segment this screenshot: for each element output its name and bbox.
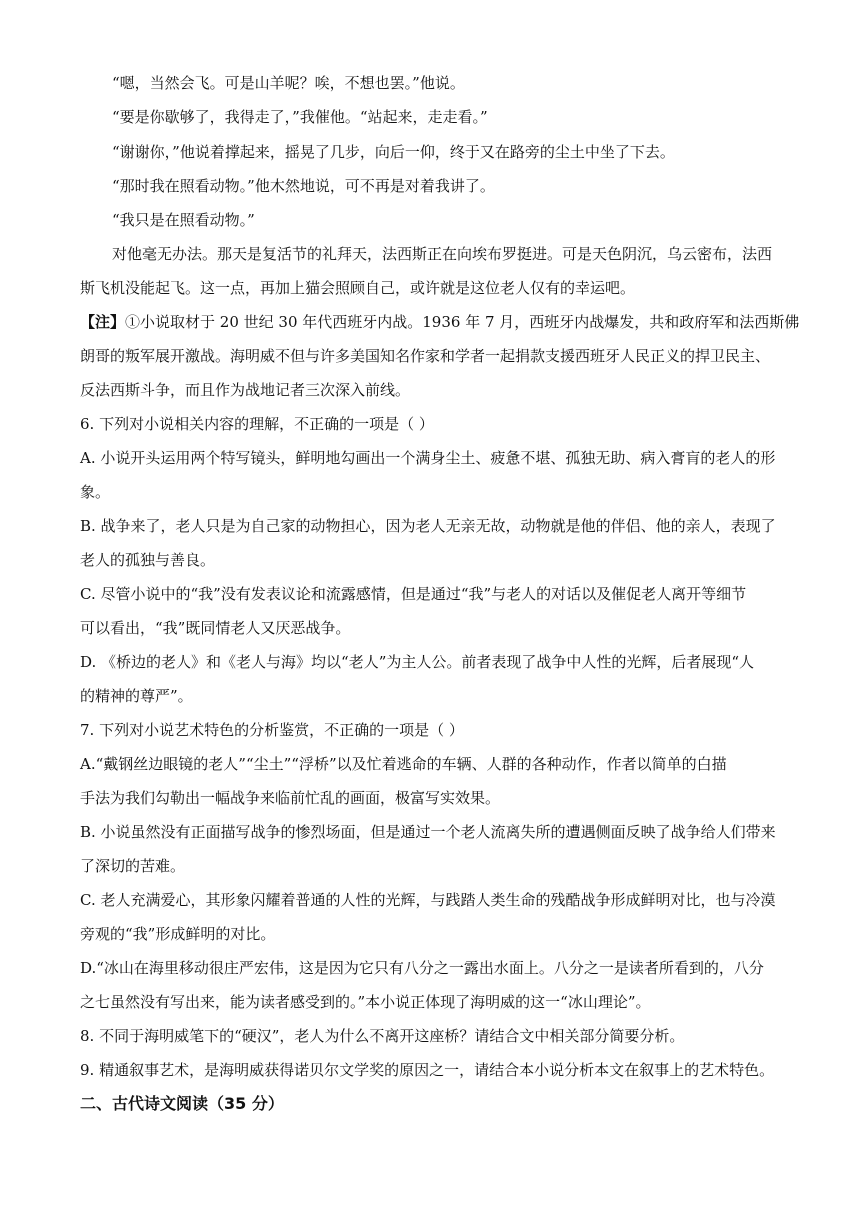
story-line: 对他毫无办法。那天是复活节的礼拜天，法西斯正在向埃布罗挺进。可是天色阴沉，乌云密布，法西 <box>112 245 773 263</box>
question-8: 8. 不同于海明威笔下的“硬汉”，老人为什么不离开这座桥？请结合文中相关部分简要分析。 <box>80 1027 685 1045</box>
q6-option-c: C. 尽管小说中的“我”没有发表议论和流露感情，但是通过“我”与老人的对话以及催促老人离开等细节 <box>80 585 747 603</box>
q7-option-d-cont: 之七虽然没有写出来，能为读者感受到的。”本小说正体现了海明威的这一“冰山理论”。 <box>80 993 651 1011</box>
story-line: “嗯，当然会飞。可是山羊呢？唉，不想也罢。”他说。 <box>112 74 465 92</box>
question-9: 9. 精通叙事艺术，是海明威获得诺贝尔文学奖的原因之一，请结合本小说分析本文在叙事上的艺术特色。 <box>80 1061 775 1079</box>
story-line: “那时我在照看动物。”他木然地说，可不再是对着我讲了。 <box>112 177 495 195</box>
q7-option-c: C. 老人充满爱心，其形象闪耀着普通的人性的光辉，与践踏人类生命的残酷战争形成鲜明对比，也与冷漠 <box>80 891 776 909</box>
q7-option-c-cont: 旁观的“我”形成鲜明的对比。 <box>80 925 276 943</box>
q7-option-b: B. 小说虽然没有正面描写战争的惨烈场面，但是通过一个老人流离失所的遭遇侧面反映了战争给人们带来 <box>80 823 776 841</box>
q7-option-d: D.“冰山在海里移动很庄严宏伟，这是因为它只有八分之一露出水面上。八分之一是读者所看到的，八分 <box>80 959 764 977</box>
section-heading: 二、古代诗文阅读（35 分） <box>80 1094 284 1113</box>
story-line: “谢谢你，”他说着撑起来，摇晃了几步，向后一仰，终于又在路旁的尘土中坐了下去。 <box>112 143 675 161</box>
question-6-stem: 6. 下列对小说相关内容的理解，不正确的一项是（ ） <box>80 415 434 433</box>
note-text: ①小说取材于 20 世纪 30 年代西班牙内战。1936 年 7 月，西班牙内战爆发，共和政府军和法西斯佛 <box>125 313 800 331</box>
q7-option-a: A.“戴钢丝边眼镜的老人”“尘土”“浮桥”以及忙着逃命的车辆、人群的各种动作，作者以简单的白描 <box>80 755 727 773</box>
story-line: “我只是在照看动物。” <box>112 211 255 229</box>
q7-option-a-cont: 手法为我们勾勒出一幅战争来临前忙乱的画面，极富写实效果。 <box>80 789 501 807</box>
question-7-stem: 7. 下列对小说艺术特色的分析鉴赏，不正确的一项是（ ） <box>80 721 464 739</box>
note-line: 朗哥的叛军展开激战。海明威不但与许多美国知名作家和学者一起捐款支援西班牙人民正义的捍卫民主、 <box>80 347 771 365</box>
q7-option-b-cont: 了深切的苦难。 <box>80 857 186 875</box>
q6-option-a-cont: 象。 <box>80 483 111 501</box>
note-line <box>80 312 800 332</box>
note-line: 反法西斯斗争，而且作为战地记者三次深入前线。 <box>80 381 411 399</box>
q6-option-d-cont: 的精神的尊严”。 <box>80 687 193 705</box>
q6-option-a: A. 小说开头运用两个特写镜头，鲜明地勾画出一个满身尘土、疲惫不堪、孤独无助、病入膏肓的老人的形 <box>80 449 776 467</box>
story-line: 斯飞机没能起飞。这一点，再加上猫会照顾自己，或许就是这位老人仅有的幸运吧。 <box>80 279 636 297</box>
story-line: “要是你歇够了，我得走了，”我催他。“站起来，走走看。” <box>112 108 488 126</box>
note-tag: 【注】 <box>80 313 126 331</box>
q6-option-b-cont: 老人的孤独与善良。 <box>80 551 216 569</box>
q6-option-d: D. 《桥边的老人》和《老人与海》均以“老人”为主人公。前者表现了战争中人性的光辉，后者展现“人 <box>80 653 755 671</box>
q6-option-c-cont: 可以看出，“我”既同情老人又厌恶战争。 <box>80 619 351 637</box>
q6-option-b: B. 战争来了，老人只是为自己家的动物担心，因为老人无亲无故，动物就是他的伴侣、他的亲人，表现了 <box>80 517 776 535</box>
